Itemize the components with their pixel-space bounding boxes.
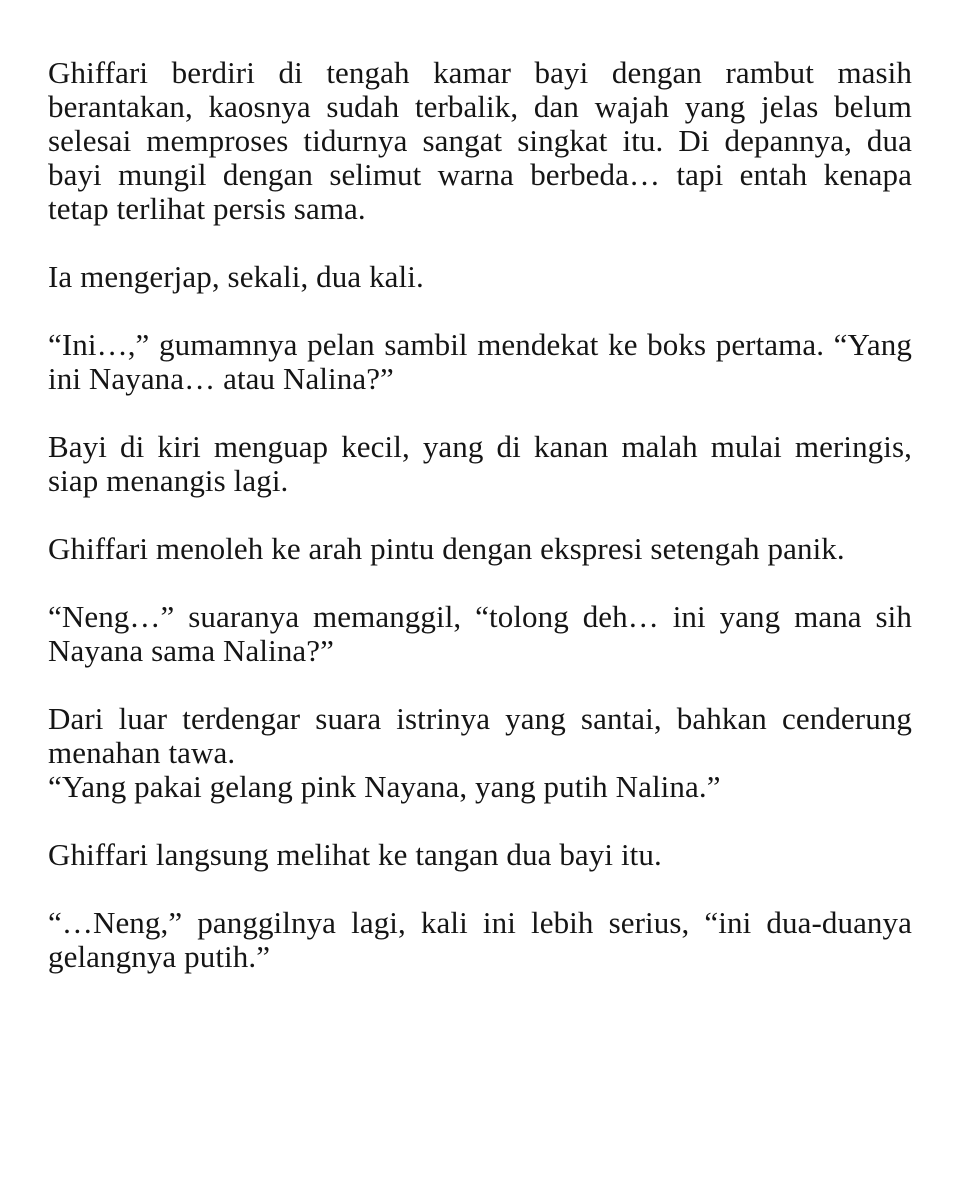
paragraph-5: Ghiffari menoleh ke arah pintu dengan ekspresi setengah panik.: [48, 531, 845, 566]
paragraph-7-dialogue: “Yang pakai gelang pink Nayana, yang putih Nalina.”: [48, 769, 721, 804]
paragraph-8: Ghiffari langsung melihat ke tangan dua bayi itu.: [48, 837, 662, 872]
paragraph-2: Ia mengerjap, sekali, dua kali.: [48, 259, 424, 294]
paragraph-3: “Ini…,” gumamnya pelan sambil mendekat ke boks pertama. “Yang ini Nayana… atau Nalina?”: [48, 327, 912, 396]
paragraph-4: Bayi di kiri menguap kecil, yang di kanan malah mulai meringis, siap menangis lagi.: [48, 429, 912, 498]
paragraph-9: “…Neng,” panggilnya lagi, kali ini lebih serius, “ini dua-duanya gelangnya putih.”: [48, 905, 912, 974]
paragraph-7-narration: Dari luar terdengar suara istrinya yang santai, bahkan cenderung menahan tawa.: [48, 701, 912, 770]
paragraph-6: “Neng…” suaranya memanggil, “tolong deh… ini yang mana sih Nayana sama Nalina?”: [48, 599, 912, 668]
story-page: [48, 56, 912, 1008]
paragraph-1: Ghiffari berdiri di tengah kamar bayi dengan rambut masih berantakan, kaosnya sudah terbalik, dan wajah yang jelas belum selesai memproses tidurnya sangat singkat itu. Di depannya, dua bayi mungil dengan selimut warna berbeda… tapi entah kenapa tetap terlihat persis sama.: [48, 55, 912, 226]
